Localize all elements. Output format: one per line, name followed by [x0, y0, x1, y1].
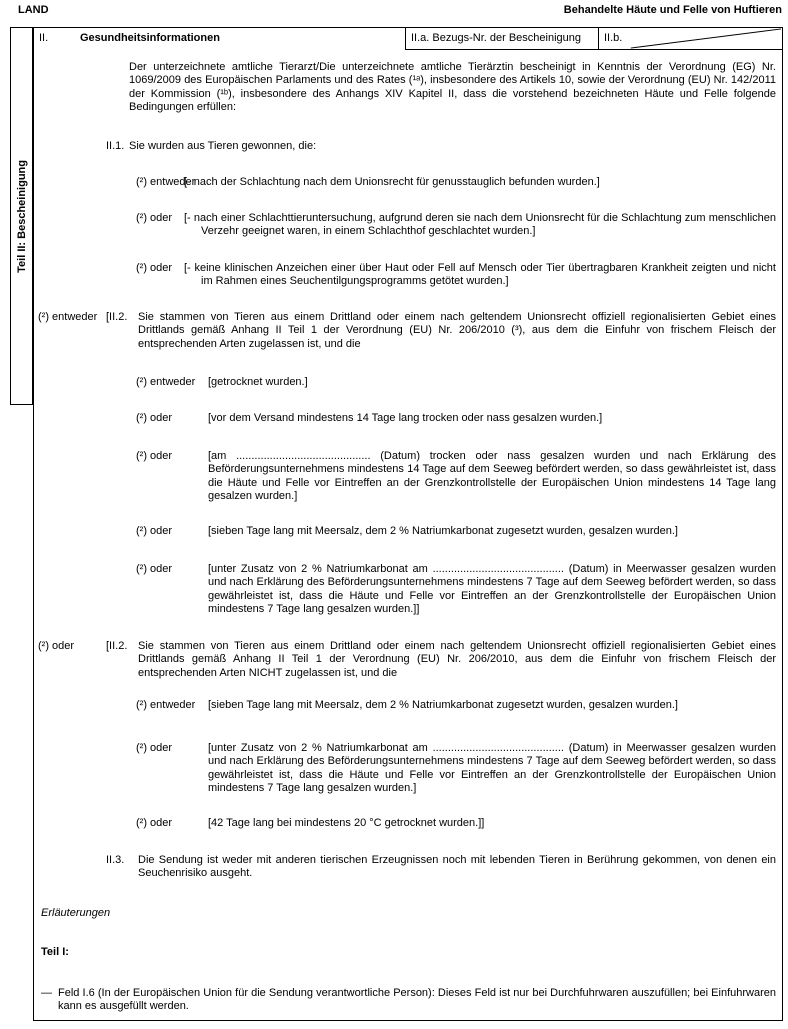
clause-ii3 — [106, 854, 776, 881]
option-text: [- nach der Schlachtung nach dem Unionsrecht für genusstauglich befunden wurden.] — [184, 176, 600, 188]
option-text: [unter Zusatz von 2 % Natriumkarbonat am ........................................... (Datum) in Meerwasser gesalzen wurden und nach Erklärung des Beförderungsunternehmens mindestens 7 Tage auf dem Seeweg befördert werden, so dass gewährleistet ist, dass die Häute und Felle vor Eintreffen an der Grenzkontrollstelle der Europäischen Union mindestens 7 Tage lang gesalzen wurden.] — [208, 742, 776, 795]
option-label: (²) entweder — [136, 699, 196, 711]
clause-ii2-text: Sie stammen von Tieren aus einem Drittland oder einem nach geltendem Unionsrecht offiziell regionalisierten Gebiet eines Drittlands gemäß Anhang II Teil 1 der Verordnung (EU) Nr. 206/2010 (³), aus dem die Einfuhr von frischem Fleisch der entsprechenden Arten zugelassen ist, und die — [138, 311, 776, 350]
option-text: [getrocknet wurden.] — [208, 376, 308, 388]
clause-ii1-option — [136, 262, 776, 289]
part-i-heading — [41, 946, 776, 959]
option-label: (²) entweder — [136, 376, 196, 388]
option-text: [am ............................................ (Datum) trocken oder nass gesalzen wurden und nach Erklärung des Beförderungsunternehmens mindestens 14 Tage auf dem Seeweg befördert werden, so dass gewährleistet ist, dass die Häute und Felle vor Eintreffen an der Grenzkontrollstelle der Europäischen Union mindestens 14 Tage lang gesalzen wurden.] — [208, 450, 776, 503]
intro-paragraph — [129, 61, 776, 115]
option-label: (²) oder — [136, 525, 173, 537]
clause-ii3-number: II.3. — [106, 854, 125, 866]
option-label: (²) oder — [136, 262, 173, 274]
clause-ii2-number: [II.2. — [106, 311, 128, 323]
reference-number-header-cell — [405, 28, 598, 50]
clause-ii1-option — [136, 176, 776, 189]
option-label: (²) oder — [38, 640, 75, 652]
option-text: [42 Tage lang bei mindestens 20 °C getrocknet wurden.]] — [208, 817, 485, 829]
option-text: [vor dem Versand mindestens 14 Tage lang trocken oder nass gesalzen wurden.] — [208, 412, 603, 424]
section-ii-number: II. — [39, 32, 49, 44]
clause-ii2-option — [136, 563, 776, 617]
clause-ii2-number: [II.2. — [106, 640, 128, 652]
clause-ii3-text: Die Sendung ist weder mit anderen tierischen Erzeugnissen noch mit lebenden Tieren in Berührung gekommen, von denen ein Seuchenrisiko ausgeht. — [138, 854, 776, 880]
option-text: [- keine klinischen Anzeichen einer über Haut oder Fell auf Mensch oder Tier übertragbaren Krankheit zeigten und nicht im Rahmen eines Seuchentilgungsprogramms getötet wurden.] — [184, 262, 776, 288]
clause-ii1 — [106, 140, 776, 153]
table-header-row — [34, 28, 782, 50]
option-label: (²) entweder — [38, 311, 98, 323]
note-item — [41, 987, 776, 1014]
country-label: LAND — [18, 4, 49, 16]
option-label: (²) oder — [136, 817, 173, 829]
option-text: [sieben Tage lang mit Meersalz, dem 2 % Natriumkarbonat zugesetzt wurden, gesalzen wurden.] — [208, 525, 678, 537]
clause-ii1-number: II.1. — [106, 140, 125, 152]
document-title: Behandelte Häute und Felle von Huftieren — [563, 4, 782, 16]
field-iib-header-cell — [598, 28, 782, 50]
option-text: [sieben Tage lang mit Meersalz, dem 2 % Natriumkarbonat zugesetzt wurden, gesalzen wurden.] — [208, 699, 678, 711]
intro-text: Der unterzeichnete amtliche Tierarzt/Die unterzeichnete amtliche Tierärztin bescheinigt in Kenntnis der Verordnung (EG) Nr. 1069/2009 des Europäischen Parlaments und des Rates (¹ᵃ), insbesondere des Artikels 10, sowie der Verordnung (EU) Nr. 142/2011 der Kommission (¹ᵇ), insbesondere des Anhangs XIV Kapitel II, dass die vorstehend bezeichneten Häute und Felle folgende Bedingungen erfüllen: — [129, 61, 776, 114]
part-ii-sidebar — [10, 27, 33, 405]
notes-heading — [41, 907, 776, 920]
option-label: (²) oder — [136, 563, 173, 575]
field-iib-label: II.b. — [604, 32, 623, 44]
option-label: (²) oder — [136, 450, 173, 462]
section-ii-title: Gesundheitsinformationen — [80, 32, 220, 44]
notes-heading-text: Erläuterungen — [41, 907, 111, 919]
clause-ii1-text: Sie wurden aus Tieren gewonnen, die: — [129, 140, 317, 152]
part-i-heading-text: Teil I: — [41, 946, 69, 958]
clause-ii2-option — [136, 525, 776, 538]
page-top-header — [0, 4, 788, 22]
note-dash: — — [41, 987, 52, 999]
option-label: (²) entweder — [136, 176, 196, 188]
clause-ii2-option — [136, 412, 776, 425]
option-label: (²) oder — [136, 212, 173, 224]
clause-ii2-either — [38, 311, 776, 351]
option-label: (²) oder — [136, 412, 173, 424]
reference-number-label: II.a. Bezugs-Nr. der Bescheinigung — [411, 32, 581, 44]
clause-ii2-option — [136, 817, 776, 830]
option-text: [- nach einer Schlachttieruntersuchung, aufgrund deren sie nach dem Unionsrecht für die Schlachtung zum menschlichen Verzehr geeignet waren, in einem Schlachthof geschlachtet wurden.] — [184, 212, 776, 238]
clause-ii2-text: Sie stammen von Tieren aus einem Drittland oder einem nach geltendem Unionsrecht offiziell regionalisierten Gebiet eines Drittlands gemäß Anhang II Teil 1 der Verordnung (EU) Nr. 206/2010, aus dem die Einfuhr von frischem Fleisch der entsprechenden Arten NICHT zugelassen ist, und die — [138, 640, 776, 679]
clause-ii1-option — [136, 212, 776, 239]
part-ii-sidebar-label: Teil II: Bescheinigung — [15, 159, 28, 273]
option-text: [unter Zusatz von 2 % Natriumkarbonat am ........................................... (Datum) in Meerwasser gesalzen wurden und nach Erklärung des Beförderungsunternehmens mindestens 7 Tage auf dem Seeweg befördert werden, so dass gewährleistet ist, dass die Häute und Felle vor Eintreffen an der Grenzkontrollstelle der Europäischen Union mindestens 7 Tage lang gesalzen wurden.]] — [208, 563, 776, 616]
clause-ii2-or — [38, 640, 776, 680]
clause-ii2-option — [136, 699, 776, 712]
note-item-text: Feld I.6 (In der Europäischen Union für die Sendung verantwortliche Person): Dieses Feld ist nur bei Durchfuhrwaren auszufüllen; bei Einfuhrwaren kann es ausgefüllt werden. — [58, 987, 776, 1013]
certificate-table — [33, 27, 783, 1021]
diagonal-line — [599, 28, 782, 49]
clause-ii2-option — [136, 376, 776, 389]
clause-ii2-option — [136, 742, 776, 796]
option-label: (²) oder — [136, 742, 173, 754]
clause-ii2-option — [136, 450, 776, 504]
